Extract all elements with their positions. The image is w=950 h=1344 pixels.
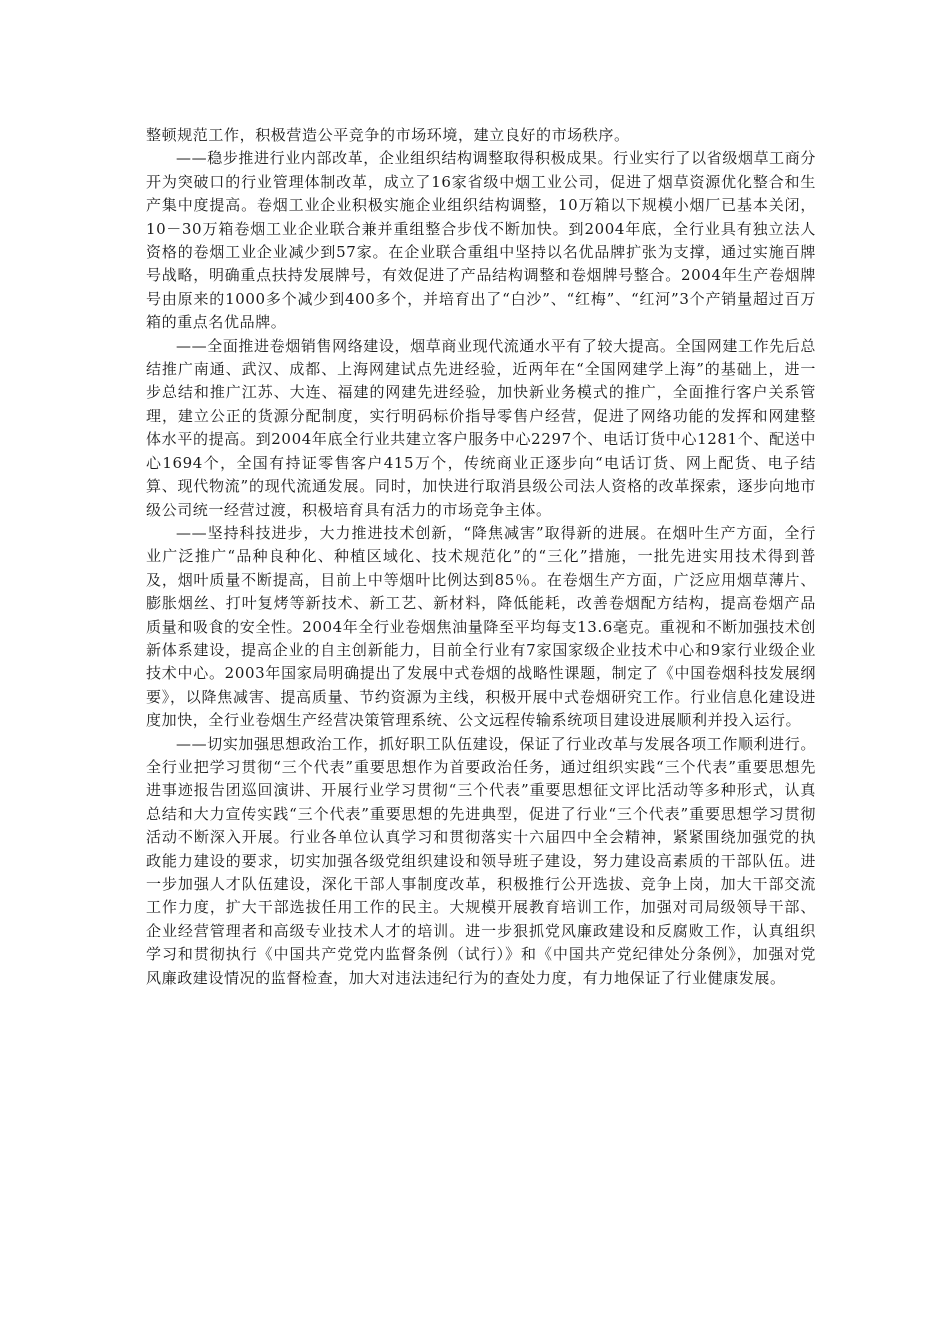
paragraph-market-order: 整顿规范工作，积极营造公平竞争的市场环境，建立良好的市场秩序。 [146,126,630,144]
paragraph-tech-innovation: ——坚持科技进步，大力推进技术创新，“降焦减害”取得新的进展。在烟叶生产方面，全行业广泛推广“品种良种化、种植区域化、技术规范化”的“三化”措施，一批先进实用技术得到普及，烟叶质量不断提高，目前上中等烟叶比例达到85％。在卷烟生产方面，广泛应用烟草薄片、膨胀烟丝、打叶复烤等新技术、新工艺、新材料，降低能耗，改善卷烟配方结构，提高卷烟产品质量和吸食的安全性。2004年全行业卷烟焦油量降至平均每支13.6毫克。重视和不断加强技术创新体系建设，提高企业的自主创新能力，目前全行业有7家国家级企业技术中心和9家行业级企业技术中心。2003年国家局明确提出了发展中式卷烟的战略性课题，制定了《中国卷烟科技发展纲要》，以降焦减害、提高质量、节约资源为主线，积极开展中式卷烟研究工作。行业信息化建设进度加快，全行业卷烟生产经营决策管理系统、公文远程传输系统项目建设进展顺利并投入运行。 [146,523,816,730]
paragraph-political-work: ——切实加强思想政治工作，抓好职工队伍建设，保证了行业改革与发展各项工作顺利进行。全行业把学习贯彻“三个代表”重要思想作为首要政治任务，通过组织实践“三个代表”重要思想先进事迹报告团巡回演讲、开展行业学习贯彻“三个代表”重要思想征文评比活动等多种形式，认真总结和大力宣传实践“三个代表”重要思想的先进典型，促进了行业“三个代表”重要思想学习贯彻活动不断深入开展。行业各单位认真学习和贯彻落实十六届四中全会精神，紧紧围绕加强党的执政能力建设的要求，切实加强各级党组织建设和领导班子建设，努力建设高素质的干部队伍。进一步加强人才队伍建设，深化干部人事制度改革，积极推行公开选拔、竞争上岗，加大干部交流工作力度，扩大干部选拔任用工作的民主。大规模开展教育培训工作，加强对司局级领导干部、企业经营管理者和高级专业技术人才的培训。进一步狠抓党风廉政建设和反腐败工作，认真组织学习和贯彻执行《中国共产党党内监督条例（试行）》和《中国共产党纪律处分条例》，加强对党风廉政建设情况的监督检查，加大对违法违纪行为的查处力度，有力地保证了行业健康发展。 [146,734,816,987]
paragraph-sales-network: ——全面推进卷烟销售网络建设，烟草商业现代流通水平有了较大提高。全国网建工作先后总结推广南通、武汉、成都、上海网建试点先进经验，近两年在“全国网建学上海”的基础上，进一步总结和推广江苏、大连、福建的网建先进经验，加快新业务模式的推广，全面推行客户关系管理，建立公正的货源分配制度，实行明码标价指导零售户经营，促进了网络功能的发挥和网建整体水平的提高。到2004年底全行业共建立客户服务中心2297个、电话订货中心1281个、配送中心1694个，全国有持证零售客户415万个，传统商业正逐步向“电话订货、网上配货、电子结算、现代物流”的现代流通发展。同时，加快进行取消县级公司法人资格的改革探索，逐步向地市级公司统一经营过渡，积极培育具有活力的市场竞争主体。 [146,336,816,519]
paragraph-internal-reform: ——稳步推进行业内部改革，企业组织结构调整取得积极成果。行业实行了以省级烟草工商分开为突破口的行业管理体制改革，成立了16家省级中烟工业公司，促进了烟草资源优化整合和生产集中度提高。卷烟工业企业积极实施企业组织结构调整，10万箱以下规模小烟厂已基本关闭，10－30万箱卷烟工业企业联合兼并重组整合步伐不断加快。到2004年底，全行业具有独立法人资格的卷烟工业企业减少到57家。在企业联合重组中坚持以名优品牌扩张为支撑，通过实施百牌号战略，明确重点扶持发展牌号，有效促进了产品结构调整和卷烟牌号整合。2004年生产卷烟牌号由原来的1000多个减少到400多个，并培育出了“白沙”、“红梅”、“红河”3个产销量超过百万箱的重点名优品牌。 [146,149,816,332]
body-text [146,124,816,990]
